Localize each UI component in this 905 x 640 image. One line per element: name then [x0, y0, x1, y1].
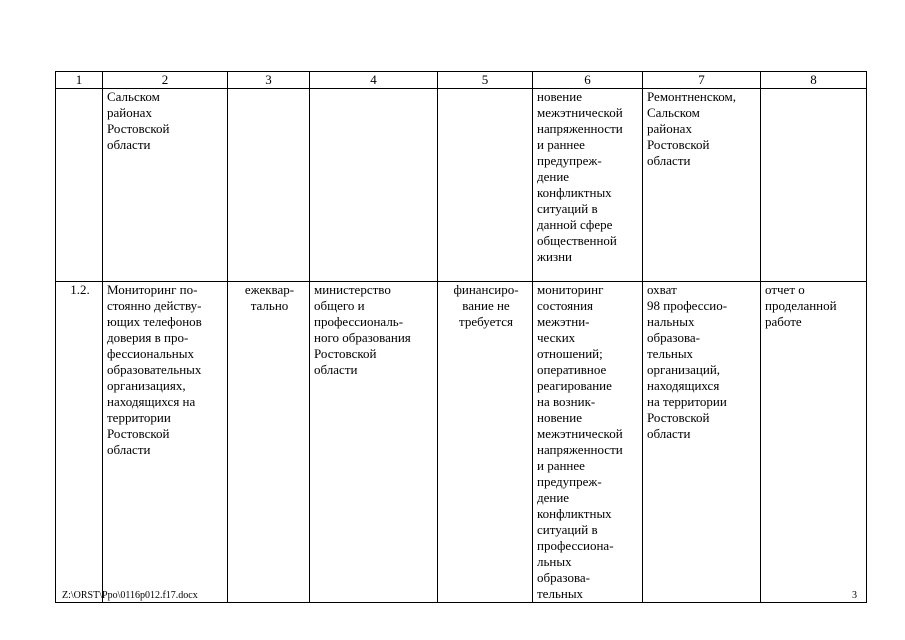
deadline-cell	[228, 89, 310, 282]
document-table	[55, 71, 867, 603]
column-number-2: 2	[103, 72, 228, 89]
executor-cell	[310, 89, 438, 282]
column-number-6: 6	[533, 72, 643, 89]
footer-file-path: Z:\ORST\Ppo\0116p012.f17.docx	[62, 590, 198, 601]
column-number-3: 3	[228, 72, 310, 89]
column-number-5: 5	[438, 72, 533, 89]
table-header-row	[56, 72, 867, 89]
report-form-cell	[761, 89, 867, 282]
column-number-8: 8	[761, 72, 867, 89]
event-name-cell: Мониторинг по- стоянно действу- ющих телефонов доверия в про- фессиональных образовательных организациях, находящихся на территории Ростовской области	[103, 282, 228, 603]
indicator-cell: Ремонтненском, Сальском районах Ростовской области	[643, 89, 761, 282]
report-form-cell: отчет о проделанной работе	[761, 282, 867, 603]
row-number-cell: 1.2.	[56, 282, 103, 603]
expected-result-cell: мониторинг состояния межэтни- ческих отношений; оперативное реагирование на возник- новение межэтнической напряженности и раннее предупреж- дение конфликтных ситуаций в профессиона- льных образова- тельных	[533, 282, 643, 603]
funding-cell	[438, 89, 533, 282]
table-row	[56, 89, 867, 282]
page-number: 3	[852, 590, 857, 601]
deadline-cell: ежеквар- тально	[228, 282, 310, 603]
indicator-cell: охват 98 профессио- нальных образова- тельных организаций, находящихся на территории Ростовской области	[643, 282, 761, 603]
column-number-7: 7	[643, 72, 761, 89]
column-number-4: 4	[310, 72, 438, 89]
row-number-cell	[56, 89, 103, 282]
column-number-1: 1	[56, 72, 103, 89]
funding-cell: финансиро- вание не требуется	[438, 282, 533, 603]
table-row	[56, 282, 867, 603]
expected-result-cell: новение межэтнической напряженности и раннее предупреж- дение конфликтных ситуаций в данной сфере общественной жизни	[533, 89, 643, 282]
executor-cell: министерство общего и профессиональ- ного образования Ростовской области	[310, 282, 438, 603]
event-name-cell: Сальском районах Ростовской области	[103, 89, 228, 282]
